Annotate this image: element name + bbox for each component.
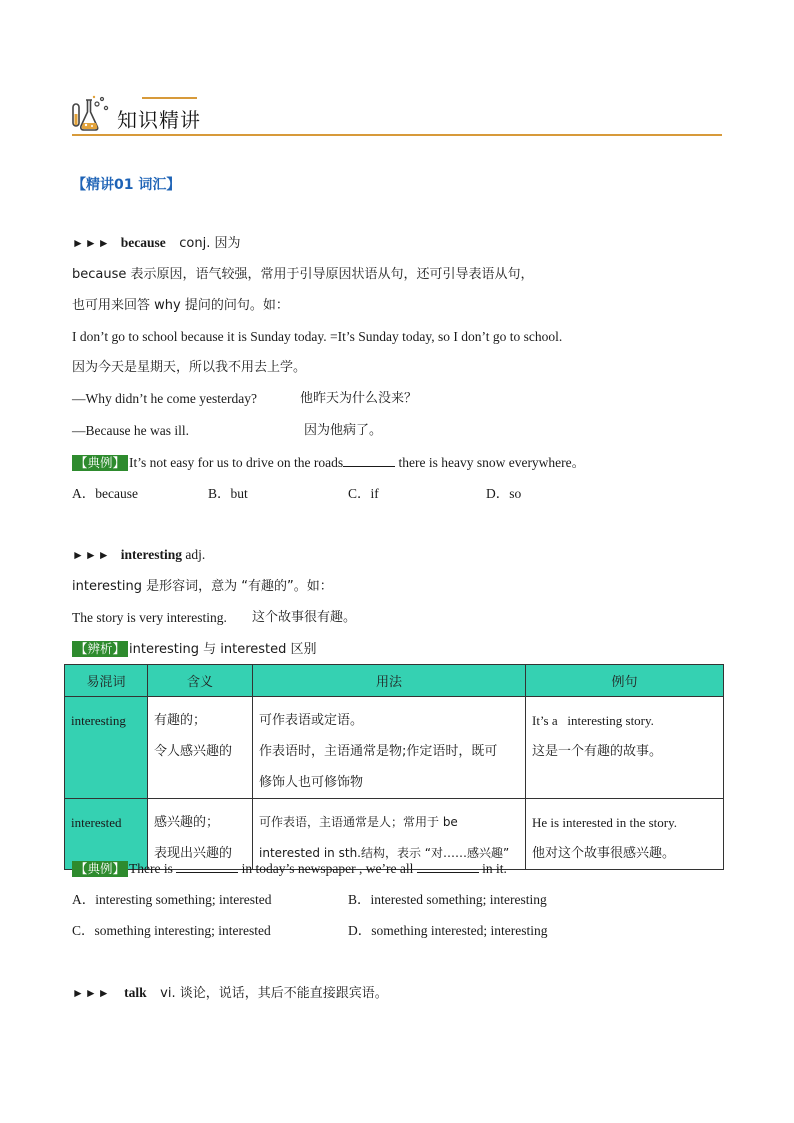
entry-word: talk — [124, 985, 147, 1000]
dialog-line-1-en: —Why didn’t he come yesterday? — [72, 391, 257, 406]
answer-blank[interactable] — [176, 859, 238, 873]
option-a[interactable]: A．because — [72, 486, 138, 501]
exercise-text: in today’s newspaper , we’re all — [238, 861, 417, 876]
lecture-heading: 【精讲01 词汇】 — [72, 177, 181, 193]
option-c[interactable]: C．if — [348, 486, 379, 501]
table-header-cell: 含义 — [148, 665, 253, 697]
cell-text: 可作表语或定语。 — [259, 713, 364, 728]
dialog-line-2-cn: 因为他病了。 — [304, 423, 383, 438]
example-tag: 【典例】 — [72, 861, 128, 877]
interesting-desc: interesting 是形容词，意为 “有趣的”。如： — [72, 579, 333, 594]
cell-text: interesting — [71, 713, 126, 728]
analysis-tag: 【辨析】 — [72, 641, 128, 657]
analysis-line — [72, 640, 317, 659]
arrow-icons: ►►► — [72, 548, 111, 562]
cell-text: 修饰人也可修饰物 — [259, 775, 364, 790]
answer-blank[interactable] — [417, 859, 479, 873]
table-row — [65, 697, 724, 799]
cell-text: 表现出兴趣的 — [154, 846, 233, 861]
entry-interesting — [72, 546, 205, 564]
table-cell-word — [65, 697, 148, 799]
dialog-line-2-en: —Because he was ill. — [72, 423, 189, 438]
table-cell-usage — [253, 697, 526, 799]
interesting-example-en: The story is very interesting. — [72, 610, 227, 625]
because-desc-1: because 表示原因，语气较强，常用于引导原因状语从句，还可引导表语从句， — [72, 267, 534, 282]
answer-blank[interactable] — [343, 453, 395, 467]
dialog-line-1-cn: 他昨天为什么没来？ — [300, 391, 418, 406]
section-title: 知识精讲 — [117, 108, 201, 132]
option-d[interactable]: D．so — [486, 486, 522, 501]
because-exercise — [72, 453, 585, 472]
table-header-cell: 易混词 — [65, 665, 148, 697]
cell-text: It’s a interesting story. — [532, 713, 654, 728]
interesting-exercise — [72, 859, 507, 878]
table-header-cell: 用法 — [253, 665, 526, 697]
cell-text: 感兴趣的； — [154, 815, 220, 830]
because-example-cn: 因为今天是星期天，所以我不用去上学。 — [72, 360, 307, 375]
cell-text: 作表语时，主语通常是物;作定语时，既可 — [259, 744, 498, 759]
comparison-table — [64, 664, 724, 870]
option-b[interactable]: B．but — [208, 486, 248, 501]
example-tag: 【典例】 — [72, 455, 128, 471]
option-a[interactable]: A．interesting something; interested — [72, 892, 272, 907]
cell-text: interested in sth.结构，表示 “对……感兴趣” — [259, 846, 510, 860]
entry-word: interesting — [120, 547, 183, 562]
cell-text: 他对这个故事很感兴趣。 — [532, 846, 676, 861]
entry-pos: conj. 因为 — [179, 236, 241, 251]
header-accent-line — [142, 97, 197, 99]
cell-text: interested — [71, 815, 122, 830]
entry-talk — [72, 984, 388, 1003]
exercise-text: in it. — [478, 861, 507, 876]
cell-text: 这是一个有趣的故事。 — [532, 744, 663, 759]
entry-pos: vi. 谈论，说话，其后不能直接跟宾语。 — [160, 986, 388, 1001]
option-b[interactable]: B．interested something; interesting — [348, 892, 547, 907]
entry-because — [72, 234, 240, 253]
interesting-example-cn: 这个故事很有趣。 — [252, 610, 357, 625]
arrow-icons: ►►► — [72, 236, 111, 250]
cell-text: 有趣的； — [154, 713, 207, 728]
table-cell-example — [526, 697, 724, 799]
arrow-icons: ►►► — [72, 986, 111, 1000]
cell-text: 可作表语，主语通常是人；常用于 be — [259, 815, 458, 829]
table-cell-example — [526, 799, 724, 870]
cell-text: He is interested in the story. — [532, 815, 678, 830]
cell-text: 令人感兴趣的 — [154, 744, 233, 759]
entry-word: because — [120, 235, 166, 250]
option-c[interactable]: C．something interesting; interested — [72, 923, 271, 938]
flask-icon — [70, 94, 110, 134]
table-header-row — [65, 665, 724, 697]
header-divider — [72, 134, 722, 136]
exercise-text: There is — [129, 861, 177, 876]
because-desc-2: 也可用来回答 why 提问的问句。如： — [72, 298, 289, 313]
table-cell-meaning — [148, 697, 253, 799]
option-d[interactable]: D．something interested; interesting — [348, 923, 548, 938]
because-example-en: I don’t go to school because it is Sunday today. =It’s Sunday today, so I don’t go to school. — [72, 329, 563, 344]
entry-pos: adj. — [182, 547, 206, 562]
exercise-text-after: there is heavy snow everywhere。 — [395, 455, 586, 470]
exercise-text-before: It’s not easy for us to drive on the roads — [129, 455, 344, 470]
table-header-cell: 例句 — [526, 665, 724, 697]
analysis-text: interesting 与 interested 区别 — [129, 642, 317, 657]
